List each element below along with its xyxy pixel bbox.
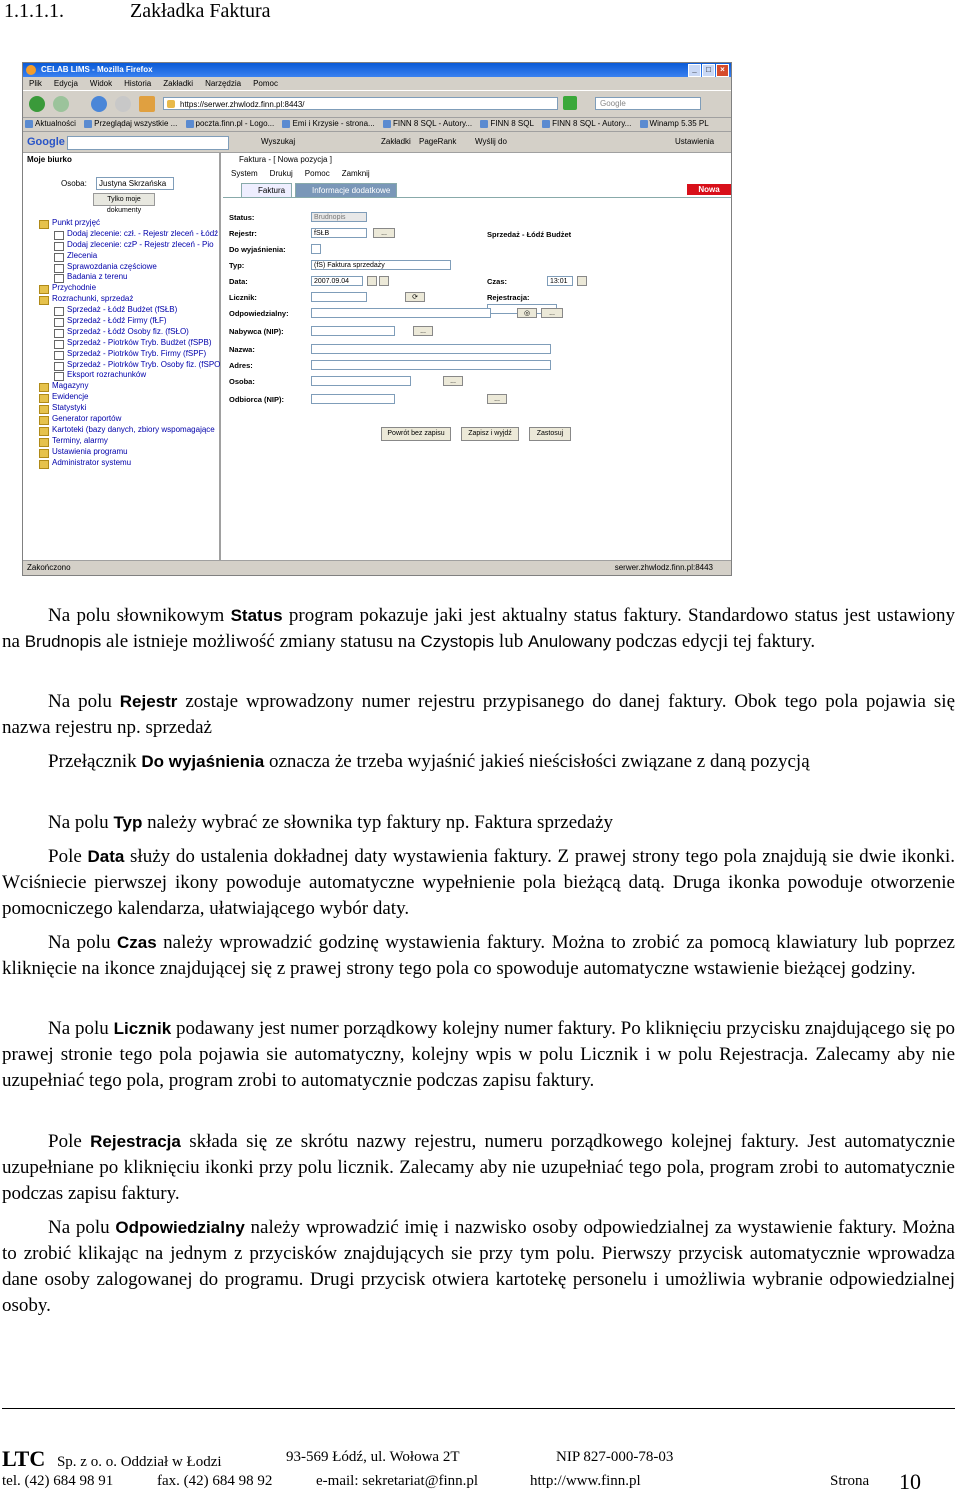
home-icon[interactable] (139, 96, 155, 112)
menu-zamknij[interactable]: Zamknij (341, 169, 370, 178)
text: ale istnieje możliwość zmiany statusu na (101, 631, 421, 652)
browser-statusbar (23, 560, 731, 575)
tree-item-label: Terminy, alarmy (52, 435, 108, 445)
footer-www[interactable]: http://www.finn.pl (530, 1473, 641, 1489)
new-badge: Nowa (687, 184, 731, 195)
term-data: Data (87, 847, 125, 866)
bookmark-item[interactable]: Winamp 5.35 PL (638, 117, 713, 131)
nabywca-lookup-button[interactable]: ... (413, 326, 433, 336)
register-name: Sprzedaż - Łódź Budżet (487, 230, 572, 239)
document-icon (54, 372, 64, 381)
tab-faktura[interactable]: Faktura (241, 183, 292, 198)
back-without-save-button[interactable]: Powrót bez zapisu (381, 427, 451, 441)
tree-item[interactable] (25, 392, 220, 403)
folder-icon (39, 438, 49, 447)
menu-pomoc-form[interactable]: Pomoc (304, 169, 330, 178)
tree-item[interactable] (25, 370, 220, 381)
section-heading (4, 0, 271, 22)
tree-item[interactable] (25, 327, 220, 338)
folder-icon (39, 405, 49, 414)
odbiorca-lookup-button[interactable]: ... (487, 394, 507, 404)
text: Pole (48, 846, 88, 867)
label-rejestr: Rejestr: (229, 229, 257, 238)
text: składa się ze skrótu nazwy rejestru, numeru porządkowego kolejnej faktury. Jest automatycznie uzupełniane po kliknięciu ikonki przy polu licznik. Zalecamy aby nie uzupełniać tego pola, program zrobi to automatycznie podczas zapisu faktury. (2, 1131, 955, 1204)
tree-item-label: Ustawienia programu (52, 446, 128, 456)
footer-fax: fax. (42) 684 98 92 (157, 1473, 273, 1489)
term-rejestracja: Rejestracja (90, 1132, 181, 1151)
label-licznik: Licznik: (229, 293, 257, 302)
folder-icon (39, 427, 49, 436)
bookmark-item[interactable]: poczta.finn.pl - Logo... (184, 117, 279, 131)
tree-item[interactable] (25, 305, 220, 316)
section-title: Zakładka Faktura (130, 0, 271, 22)
text: Na polu (48, 1217, 116, 1238)
tree-item-label: Dodaj zlecenie: czP - Rejestr zleceń - Pio (67, 239, 214, 249)
clock-icon[interactable] (577, 276, 587, 286)
tree-item[interactable] (25, 316, 220, 327)
tree-item[interactable] (25, 218, 220, 229)
document-icon (54, 318, 64, 327)
do-wyjasnienia-checkbox[interactable] (311, 244, 321, 254)
tree-item[interactable] (25, 458, 220, 469)
save-and-exit-button[interactable]: Zapisz i wyjdź (461, 427, 519, 441)
menu-narzedzia[interactable]: Narzędzia (205, 79, 242, 88)
bookmarks-toolbar (23, 117, 731, 132)
google-settings-button[interactable]: Ustawienia (675, 137, 715, 146)
tree-item-label: Sprawozdania częściowe (67, 261, 157, 271)
search-box[interactable]: Google (595, 97, 701, 110)
tree-item-label: Zlecenia (67, 250, 98, 260)
osoba-select[interactable]: Justyna Skrzańska (96, 177, 174, 190)
tree-item[interactable] (25, 349, 220, 360)
tree-item[interactable] (25, 360, 220, 371)
document-icon (54, 253, 64, 262)
back-icon[interactable] (29, 96, 45, 112)
paragraph-czas (2, 930, 955, 982)
company-logo-text: LTC (2, 1446, 46, 1471)
osoba-lookup-button[interactable]: ... (443, 376, 463, 386)
menu-historia[interactable]: Historia (124, 79, 152, 88)
tree-item-label: Administrator systemu (52, 457, 132, 467)
folder-icon (39, 394, 49, 403)
licznik-generate-icon[interactable]: ⟳ (405, 292, 425, 302)
tree-item[interactable] (25, 240, 220, 251)
apply-button[interactable]: Zastosuj (529, 427, 571, 441)
typ-select[interactable]: (fS) Faktura sprzedaży (311, 260, 451, 270)
personnel-lookup-button[interactable]: ... (541, 308, 563, 318)
site-icon (167, 100, 175, 108)
document-icon (54, 242, 64, 251)
adres-field[interactable] (311, 360, 551, 370)
bookmark-item[interactable]: Przeglądaj wszystkie ... (82, 117, 181, 131)
term-status: Status (230, 606, 283, 625)
paragraph-rejestr (2, 689, 955, 741)
app-screenshot (22, 62, 732, 576)
browser-menubar (23, 77, 731, 90)
tree-item-label: Badania z terenu (67, 272, 128, 282)
paragraph-data (2, 844, 955, 922)
bookmark-item[interactable]: FINN 8 SQL - Autory... (381, 117, 476, 131)
invoice-window-title: Faktura - [ Nowa pozycja ] (239, 155, 332, 164)
tree-item-label: Sprzedaż - Łódź Firmy (fŁF) (67, 316, 167, 326)
term-rejestr: Rejestr (119, 692, 178, 711)
tree-item-label: Dodaj zlecenie: czł. - Rejestr zleceń - Łódź (67, 228, 219, 238)
footer-tel: tel. (42) 684 98 91 (2, 1473, 114, 1489)
current-user-icon[interactable]: ◎ (517, 308, 537, 318)
tree-item[interactable] (25, 414, 220, 425)
document-icon (54, 264, 64, 273)
text: należy wybrać ze słownika typ faktury np. Faktura sprzedaży (142, 812, 614, 833)
menu-system[interactable]: System (231, 169, 258, 178)
today-icon[interactable] (367, 276, 377, 286)
odpowiedzialny-field[interactable] (311, 308, 491, 318)
term-czystopis: Czystopis (420, 632, 495, 651)
term-brudnopis: Brudnopis (24, 632, 102, 651)
rejestr-field[interactable]: fSŁB (311, 228, 367, 238)
osoba-label: Osoba: (61, 179, 87, 188)
paragraph-licznik (2, 1016, 955, 1094)
document-icon (54, 362, 64, 371)
text: służy do ustalenia dokładnej daty wystawienia faktury. Z prawej strony tego pola znajdują sie dwie ikonki. Wciśniecie pierwszej ikony powoduje automatyczne wypełnienie pola bieżącą datą. Druga ikonka powoduje otworzenie pomocniczego kalendarza, ułatwiającego wybór daty. (2, 846, 955, 919)
odbiorca-field[interactable] (311, 394, 395, 404)
document-icon (54, 340, 64, 349)
label-adres: Adres: (229, 361, 253, 370)
label-do-wyjasnienia: Do wyjaśnienia: (229, 245, 286, 254)
document-icon (54, 351, 64, 360)
tree-item[interactable] (25, 403, 220, 414)
text: należy wprowadzić imię i nazwisko osoby odpowiedzialnej za wystawienie faktury. Można to zrobić klikając na jednym z przycisków znajdujących sie przy tym polu. Pierwszy przycisk automatycznie wprowadza dane osoby zalogowanej do programu. Drugi przycisk otwiera kartotekę personelu i umożliwia wybranie odpowiedzialnej osoby. (2, 1217, 955, 1316)
bookmark-item[interactable]: Emi i Krzysie - strona... (280, 117, 378, 131)
invoice-tabs (223, 183, 731, 198)
module-tree (25, 218, 220, 468)
document-icon (54, 274, 64, 283)
google-sendto-button[interactable]: Wyślij do (475, 137, 507, 146)
text: program pokazuje jaki jest aktualny status faktury. Standardowo status jest ustawiony na (2, 605, 956, 652)
licznik-field[interactable] (311, 292, 367, 302)
google-logo: Google (27, 136, 65, 148)
term-odpowiedzialny: Odpowiedzialny (115, 1218, 245, 1237)
tree-item-label: Magazyny (52, 381, 89, 391)
folder-icon (39, 220, 49, 229)
minimize-icon[interactable]: _ (688, 64, 701, 77)
tree-item-label: Generator raportów (52, 414, 122, 424)
label-rejestracja: Rejestracja: (487, 293, 530, 302)
stop-icon[interactable] (115, 96, 131, 112)
tree-item-label: Sprzedaż - Łódź Budżet (fSŁB) (67, 305, 178, 315)
menu-edycja[interactable]: Edycja (53, 79, 78, 88)
tree-item-label: Sprzedaż - Piotrków Tryb. Osoby fiz. (fSPO (67, 359, 221, 369)
text: oznacza że trzeba wyjaśnić jakieś nieścisłości związane z daną pozycją (264, 751, 810, 772)
tree-item-label: Rozrachunki, sprzedaż (52, 294, 134, 304)
tree-item[interactable] (25, 251, 220, 262)
tree-item-label: Sprzedaż - Łódź Osoby fiz. (fSŁO) (67, 326, 189, 336)
tree-item[interactable] (25, 272, 220, 283)
invoice-menu (231, 169, 370, 178)
tree-item-label: Kartoteki (bazy danych, zbiory wspomagające (52, 424, 215, 434)
text: Pole (48, 1131, 91, 1152)
menu-zakladki[interactable]: Zakładki (163, 79, 194, 88)
tree-item[interactable] (25, 229, 220, 240)
paragraph-odpowiedzialny (2, 1215, 955, 1319)
google-search-input[interactable] (67, 136, 229, 150)
label-odbiorca: Odbiorca (NIP): (229, 395, 285, 404)
folder-icon (39, 285, 49, 294)
paragraph-rejestracja (2, 1129, 955, 1207)
folder-icon (39, 296, 49, 305)
label-nabywca: Nabywca (NIP): (229, 327, 284, 336)
folder-icon (39, 416, 49, 425)
nazwa-field[interactable] (311, 344, 551, 354)
text: Na polu (48, 691, 120, 712)
bookmark-item[interactable]: FINN 8 SQL (478, 117, 538, 131)
document-icon (54, 329, 64, 338)
tree-item[interactable] (25, 436, 220, 447)
footer-email[interactable]: e-mail: sekretariat@finn.pl (316, 1473, 479, 1489)
google-search-button[interactable]: Wyszukaj (261, 137, 296, 146)
forward-icon[interactable] (53, 96, 69, 112)
menu-widok[interactable]: Widok (89, 79, 113, 88)
data-field[interactable]: 2007.09.04 (311, 276, 363, 286)
footer-rule (2, 1408, 955, 1409)
paragraph-status (2, 603, 955, 655)
label-osoba: Osoba: (229, 377, 255, 386)
google-bookmarks-button[interactable]: Zakładki (381, 137, 411, 146)
tree-item-label: Statystyki (52, 403, 87, 413)
firefox-icon (26, 65, 36, 75)
folder-icon (39, 449, 49, 458)
window-title: CELAB LIMS - Mozilla Firefox (41, 65, 153, 74)
paragraph-do-wyjasnienia (2, 749, 955, 775)
menu-plik[interactable]: Plik (29, 79, 42, 88)
company-nip: NIP 827-000-78-03 (556, 1449, 674, 1465)
bookmark-item[interactable]: Aktualności (23, 117, 80, 131)
footer-company-line (2, 1446, 674, 1472)
text: Na polu (48, 932, 117, 953)
menu-drukuj[interactable]: Drukuj (269, 169, 293, 178)
reload-icon[interactable] (91, 96, 107, 112)
tree-item[interactable] (25, 447, 220, 458)
term-typ: Typ (113, 813, 143, 832)
tree-item-label: Ewidencje (52, 392, 89, 402)
document-icon (54, 307, 64, 316)
tree-item-label: Eksport rozrachunków (67, 370, 147, 380)
label-status: Status: (229, 213, 255, 222)
document-icon (54, 231, 64, 240)
text: Przełącznik (48, 751, 142, 772)
czas-field[interactable]: 13:01 (547, 276, 573, 286)
left-panel (23, 153, 221, 561)
google-pagerank: PageRank (419, 137, 457, 146)
tree-item-label: Sprzedaż - Piotrków Tryb. Budżet (fSPB) (67, 337, 212, 347)
term-anulowany: Anulowany (527, 632, 612, 651)
window-titlebar (23, 63, 731, 77)
page-number: 10 (899, 1469, 921, 1494)
text: Na polu słownikowym (48, 605, 231, 626)
label-odpowiedzialny: Odpowiedzialny: (229, 309, 289, 318)
url-bar[interactable] (163, 97, 558, 110)
text: zostaje wprowadzony numer rejestru przypisanego do danej faktury. Obok tego pola pojawia się nazwa rejestru np. sprzedaż (2, 691, 955, 738)
folder-icon (39, 383, 49, 392)
page-label: Strona (830, 1473, 870, 1489)
only-mine-button[interactable]: Tylko moje dokumenty (93, 193, 155, 206)
tab-informacje-dodatkowe[interactable]: Informacje dodatkowe (295, 183, 397, 198)
go-icon[interactable] (563, 96, 577, 110)
text: Na polu (48, 1018, 114, 1039)
tree-item[interactable] (25, 425, 220, 436)
navigation-toolbar (23, 90, 731, 118)
term-do-wyjasnienia: Do wyjaśnienia (141, 752, 265, 771)
company-branch: Sp. z o. o. Oddział w Łodzi (56, 1454, 222, 1470)
status-text: Zakończono (27, 563, 71, 572)
tree-item[interactable] (25, 294, 220, 305)
tree-item-label: Punkt przyjęć (52, 218, 101, 227)
tree-item[interactable] (25, 338, 220, 349)
text: Na polu (48, 812, 114, 833)
rejestr-lookup-button[interactable]: ... (373, 228, 395, 238)
label-czas: Czas: (487, 277, 508, 286)
label-nazwa: Nazwa: (229, 345, 255, 354)
text: podawany jest numer porządkowy kolejny numer faktury. Po kliknięciu przycisku znajdującego się po prawej stronie tego pola pojawia sie automatyczny, kolejny wpis w polu Licznik i w polu Rejestracja. Zalecamy aby nie uzupełniać tego pola, program zrobi to automatycznie podczas zapisu faktury. (2, 1018, 955, 1091)
label-typ: Typ: (229, 261, 245, 270)
label-data: Data: (229, 277, 248, 286)
tree-item-label: Sprzedaż - Piotrków Tryb. Firmy (fSPF) (67, 348, 207, 358)
desk-title: Moje biurko (27, 155, 72, 164)
text: należy wprowadzić godzinę wystawienia faktury. Można to zrobić za pomocą klawiatury lub poprzez kliknięcie na ikonce znajdującej się z prawej strony tego pola co spowoduje automatyczne wstawienie bieżącej godziny. (2, 932, 955, 979)
calendar-icon[interactable] (379, 276, 389, 286)
tree-item[interactable] (25, 283, 220, 294)
bookmark-item[interactable]: FINN 8 SQL - Autory... (540, 117, 635, 131)
folder-icon (39, 460, 49, 469)
osoba-field[interactable] (311, 376, 411, 386)
maximize-icon[interactable]: □ (702, 64, 715, 77)
company-address: 93-569 Łódź, ul. Wołowa 2T (286, 1449, 460, 1465)
term-czas: Czas (116, 933, 157, 952)
text: podczas edycji tej faktury. (611, 631, 816, 652)
invoice-panel (221, 153, 731, 561)
status-host: serwer.zhwlodz.finn.pl:8443 (614, 563, 713, 572)
tree-item[interactable] (25, 262, 220, 273)
status-field[interactable]: Brudnopis (311, 212, 367, 222)
section-number: 1.1.1.1. (4, 0, 64, 22)
term-licznik: Licznik (113, 1019, 172, 1038)
nabywca-field[interactable] (311, 326, 395, 336)
url-text: https://serwer.zhwlodz.finn.pl:8443/ (180, 100, 305, 109)
menu-pomoc[interactable]: Pomoc (253, 79, 278, 88)
tree-item-label: Przychodnie (52, 283, 97, 293)
close-icon[interactable]: × (716, 64, 729, 77)
paragraph-typ (2, 810, 955, 836)
tree-item[interactable] (25, 381, 220, 392)
google-toolbar (23, 132, 731, 153)
text: lub (494, 631, 528, 652)
